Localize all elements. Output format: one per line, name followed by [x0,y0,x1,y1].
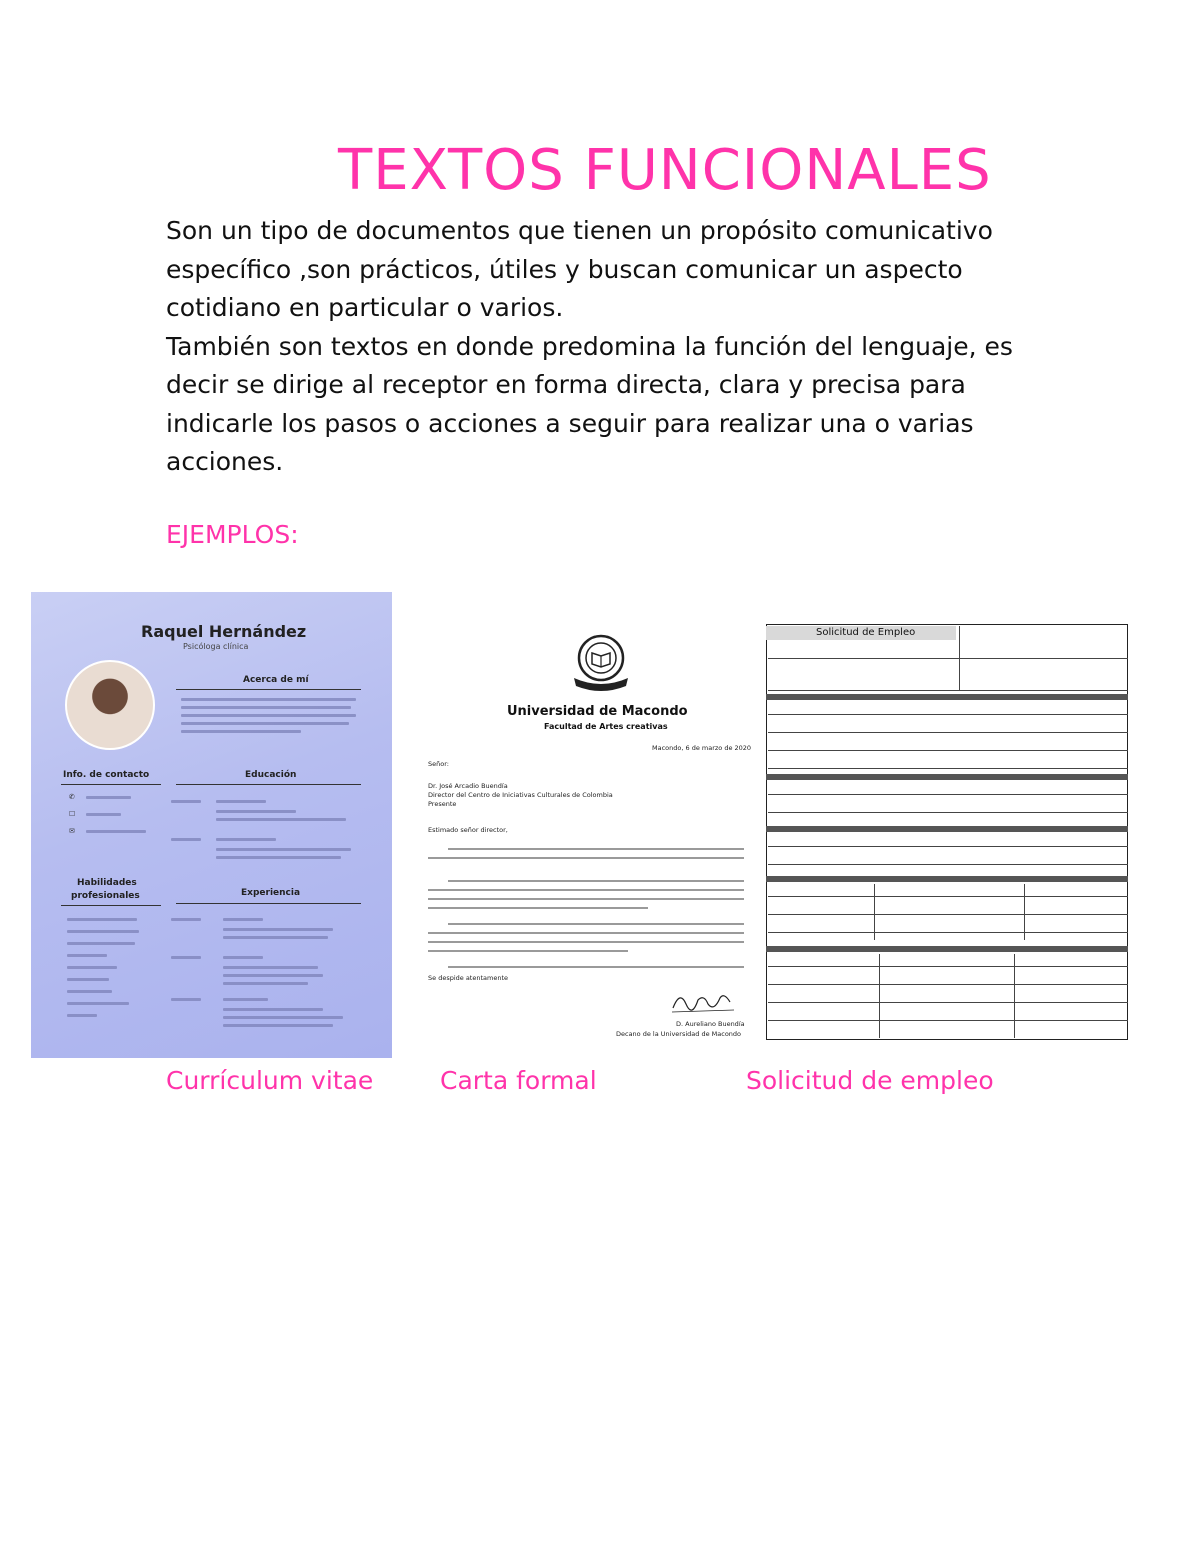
cv-text-line [216,848,351,851]
form-divider [768,1002,1128,1003]
form-divider [874,884,875,940]
letter-text-line [428,950,628,952]
cv-rule [176,784,361,785]
letter-recipient-title: Director del Centro de Iniciativas Culturales de Colombia [428,791,613,799]
cv-about-heading: Acerca de mí [243,675,309,685]
cv-text-line [223,974,323,977]
form-divider [768,932,1128,933]
form-divider [879,954,880,1038]
form-divider [768,732,1128,733]
letter-text-line [448,848,744,850]
form-caption: Solicitud de empleo [746,1066,994,1095]
cv-text-line [86,813,121,816]
letter-faculty: Facultad de Artes creativas [544,722,668,731]
cv-text-line [171,918,201,921]
cv-text-line [216,810,296,813]
form-title: Solicitud de Empleo [816,627,916,638]
cv-skills-heading-1: Habilidades [77,878,137,888]
cv-text-line [67,966,117,969]
form-divider [768,1020,1128,1021]
cv-text-line [223,1008,323,1011]
letter-date: Macondo, 6 de marzo de 2020 [652,744,752,752]
letter-example-image [406,618,756,1050]
form-outer-frame [766,624,1128,1040]
letter-caption: Carta formal [440,1066,597,1095]
form-divider [768,690,1128,691]
cv-example-image [31,592,392,1058]
cv-text-line [171,800,201,803]
intro-paragraph-1: Son un tipo de documentos que tienen un propósito comunicativo específico ,son prácticos, útiles y buscan comunicar un aspecto cotidiano en particular o varios. [166,216,993,322]
cv-text-line [216,800,266,803]
cv-text-line [181,706,351,709]
university-logo-icon [566,628,636,698]
cv-rule [176,903,361,904]
form-divider [768,984,1128,985]
cv-text-line [223,936,328,939]
signature-icon [668,986,738,1016]
phone-icon: ✆ [69,793,75,801]
cv-text-line [223,1024,333,1027]
page-title: TEXTOS FUNCIONALES [338,138,992,203]
letter-recipient-status: Presente [428,800,457,808]
cv-text-line [67,1002,129,1005]
form-section-bar [766,774,1128,780]
cv-text-line [171,838,201,841]
cv-text-line [181,714,356,717]
cv-name: Raquel Hernández [141,622,307,641]
form-example-image [764,622,1130,1054]
form-divider [768,966,1128,967]
form-divider [768,768,1128,769]
cv-text-line [216,818,346,821]
letter-text-line [428,889,744,891]
cv-rule [176,689,361,690]
form-section-bar [766,876,1128,882]
form-divider [768,812,1128,813]
letter-text-line [448,923,744,925]
fax-icon: ☐ [69,810,76,818]
cv-text-line [223,998,268,1001]
cv-caption: Currículum vitae [166,1066,374,1095]
cv-text-line [67,954,107,957]
form-divider [768,750,1128,751]
form-divider [768,846,1128,847]
examples-heading: EJEMPLOS: [166,520,299,549]
cv-rule [61,905,161,906]
form-section-bar [766,694,1128,700]
cv-text-line [67,942,135,945]
letter-signer-title: Decano de la Universidad de Macondo [616,1030,742,1038]
form-divider [768,864,1128,865]
cv-text-line [86,796,131,799]
cv-text-line [223,966,318,969]
letter-text-line [428,898,744,900]
cv-text-line [67,978,109,981]
cv-text-line [67,918,137,921]
cv-experience-heading: Experiencia [241,888,301,898]
letter-salutation: Señor: [428,760,449,768]
form-divider [768,714,1128,715]
letter-text-line [428,857,744,859]
cv-rule [61,784,161,785]
cv-text-line [223,1016,343,1019]
cv-role: Psicóloga clínica [183,642,249,651]
form-divider [768,914,1128,915]
letter-text-line [428,907,648,909]
cv-text-line [171,956,201,959]
letter-text-line [428,941,744,943]
letter-closing: Se despide atentamente [428,974,509,982]
cv-text-line [181,722,349,725]
form-divider [1014,954,1015,1038]
form-section-bar [766,946,1128,952]
letter-text-line [448,966,744,968]
cv-text-line [86,830,146,833]
cv-text-line [216,838,276,841]
cv-skills-heading-2: profesionales [71,891,140,901]
cv-text-line [67,930,139,933]
letter-university: Universidad de Macondo [507,704,688,719]
form-divider [768,658,1128,659]
form-divider [768,896,1128,897]
email-icon: ✉ [69,827,75,835]
cv-text-line [223,928,333,931]
cv-text-line [67,990,112,993]
cv-text-line [223,982,308,985]
letter-greeting: Estimado señor director, [428,826,508,834]
cv-text-line [216,856,341,859]
cv-text-line [181,730,301,733]
cv-photo [65,660,155,750]
cv-text-line [181,698,356,701]
form-divider [768,794,1128,795]
letter-recipient-name: Dr. José Arcadio Buendía [428,782,508,790]
letter-text-line [448,880,744,882]
cv-text-line [67,1014,97,1017]
letter-signer-name: D. Aureliano Buendía [676,1020,745,1028]
form-section-bar [766,826,1128,832]
cv-contact-heading: Info. de contacto [63,770,150,780]
intro-paragraph-2: También son textos en donde predomina la función del lenguaje, es decir se dirige al receptor en forma directa, clara y precisa para indicarle los pasos o acciones a seguir para realizar una o varias acciones. [166,331,1013,476]
cv-text-line [223,918,263,921]
intro-text [166,212,1066,482]
form-divider [1024,884,1025,940]
cv-text-line [171,998,201,1001]
letter-text-line [428,932,744,934]
cv-text-line [223,956,263,959]
cv-education-heading: Educación [245,770,297,780]
